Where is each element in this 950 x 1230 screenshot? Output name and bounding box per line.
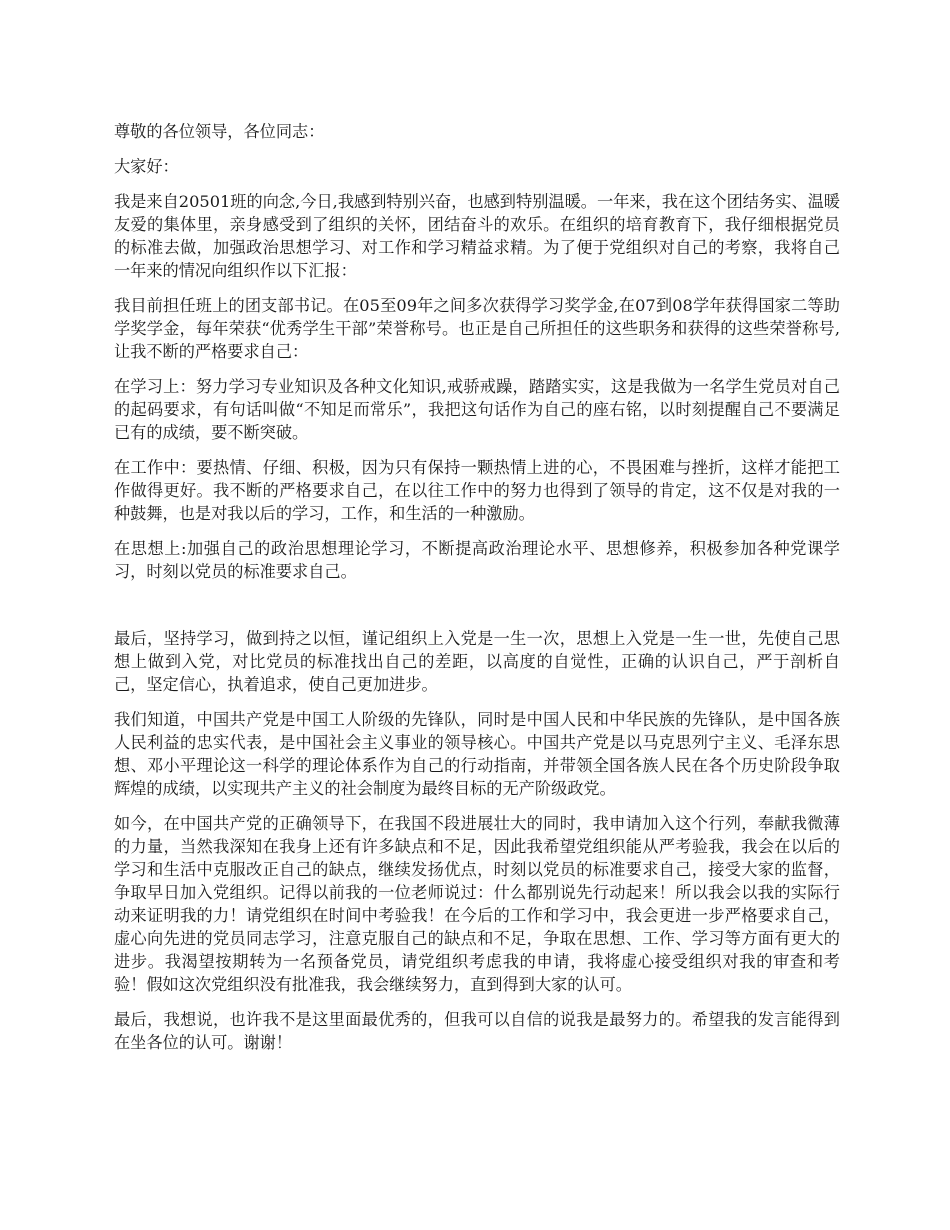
salutation: 尊敬的各位领导，各位同志： — [114, 122, 325, 141]
paragraph-application: 如今，在中国共产党的正确领导下，在我国不段进展壮大的同时，我申请加入这个行列，奉献我微薄的力量，当然我深知在我身上还有许多缺点和不足，因此我希望党组织能从严考验我，我会在以后的学习和生活中克服改正自己的缺点，继续发扬优点，时刻以党员的标准要求自己，接受大家的监督，争取早日加入党组织。记得以前我的一位老师说过：什么都别说先行动起来！所以我会以我的实际行动来证明我的力！请党组织在时间中考验我！在今后的工作和学习中，我会更进一步严格要求自己，虚心向先进的党员同志学习，注意克服自己的缺点和不足，争取在思想、工作、学习等方面有更大的进步。我渴望按期转为一名预备党员，请党组织考虑我的申请，我将虚心接受组织对我的审查和考验！假如这次党组织没有批准我，我会继续努力，直到得到大家的认可。 — [114, 814, 840, 994]
greeting: 大家好： — [114, 157, 179, 176]
paragraph-finally: 最后，坚持学习，做到持之以恒，谨记组织上入党是一生一次，思想上入党是一生一世，先使自己思想上做到入党，对比党员的标准找出自己的差距，以高度的自觉性，正确的认识自己，严于剖析自己，坚定信心，执着追求，使自己更加进步。 — [114, 629, 840, 694]
paragraph-closing: 最后，我想说，也许我不是这里面最优秀的，但我可以自信的说我是最努力的。希望我的发言能得到在坐各位的认可。谢谢！ — [114, 1010, 840, 1052]
paragraph-position: 我目前担任班上的团支部书记。在05至09年之间多次获得学习奖学金,在07到08学年获得国家二等助学奖学金，每年荣获“优秀学生干部”荣誉称号。也正是自己所担任的这些职务和获得的这些荣誉称号,让我不断的严格要求自己： — [114, 296, 840, 361]
paragraph-intro: 我是来自20501班的向念,今日,我感到特别兴奋，也感到特别温暖。一年来，我在这个团结务实、温暖友爱的集体里，亲身感受到了组织的关怀，团结奋斗的欢乐。在组织的培育教育下，我仔细根据党员的标准去做，加强政治思想学习、对工作和学习精益求精。为了便于党组织对自己的考察，我将自己一年来的情况向组织作以下汇报： — [114, 192, 840, 280]
paragraph-thought: 在思想上:加强自己的政治思想理论学习，不断提高政治理论水平、思想修养，积极参加各种党课学习，时刻以党员的标准要求自己。 — [114, 539, 840, 581]
document-body — [114, 120, 840, 1066]
paragraph-party: 我们知道，中国共产党是中国工人阶级的先锋队，同时是中国人民和中华民族的先锋队，是中国各族人民利益的忠实代表，是中国社会主义事业的领导核心。中国共产党是以马克思列宁主义、毛泽东思想、邓小平理论这一科学的理论体系作为自己的行动指南，并带领全国各族人民在各个历史阶段争取辉煌的成绩，以实现共产主义的社会制度为最终目标的无产阶级政党。 — [114, 710, 840, 798]
paragraph-work: 在工作中：要热情、仔细、积极，因为只有保持一颗热情上进的心，不畏困难与挫折，这样才能把工作做得更好。我不断的严格要求自己，在以往工作中的努力也得到了领导的肯定，这不仅是对我的一种鼓舞，也是对我以后的学习，工作，和生活的一种激励。 — [114, 458, 840, 523]
paragraph-study: 在学习上：努力学习专业知识及各种文化知识,戒骄戒躁，踏踏实实，这是我做为一名学生党员对自己的起码要求，有句话叫做“不知足而常乐”，我把这句话作为自己的座右铭，以时刻提醒自己不要满足已有的成绩，要不断突破。 — [114, 377, 840, 442]
